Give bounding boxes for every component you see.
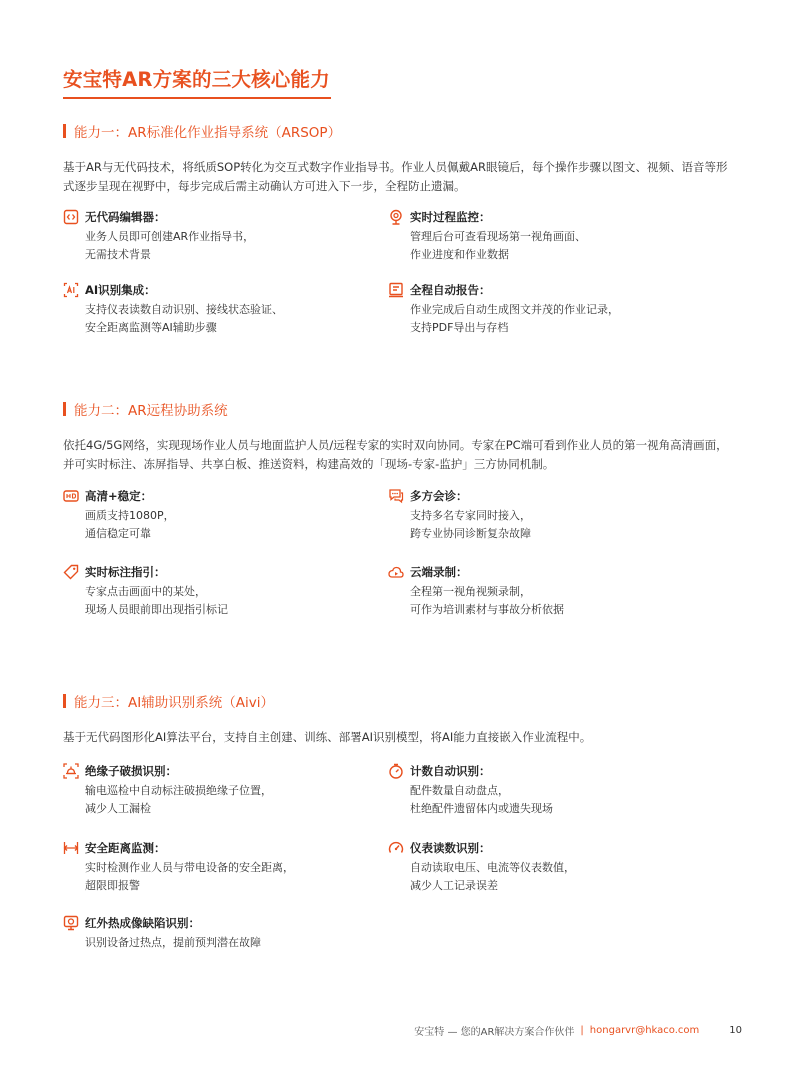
feature-line: 作业进度和作业数据 [410, 248, 509, 261]
feature-line: 全程第一视角视频录制， [410, 585, 531, 598]
feature-line: 通信稳定可靠 [85, 527, 151, 540]
timer-icon [388, 763, 404, 779]
feature-line: 识别设备过热点，提前预判潜在故障 [85, 936, 261, 949]
footer-separator: | [580, 1025, 584, 1036]
section-description: 基于AR与无代码技术，将纸质SOP转化为交互式数字作业指导书。作业人员佩戴AR眼镜后，每个操作步骤以图文、视频、语音等形式逐步呈现在视野中，每步完成后需主动确认方可进入下一步，全程防止遗漏。 [63, 160, 728, 193]
feature-title: 实时标注指引： [85, 565, 166, 579]
section-description: 依托4G/5G网络，实现现场作业人员与地面监护人员/远程专家的实时双向协同。专家在PC端可看到作业人员的第一视角高清画面，并可实时标注、冻屏指导、共享白板、推送资料，构建高效的「现场-专家-监护」三方协同机制。 [63, 438, 728, 471]
feature-title: 云端录制： [410, 565, 468, 579]
feature-description [85, 583, 228, 619]
feature-title: 仪表读数识别： [410, 841, 491, 855]
thermal-icon [63, 915, 79, 931]
section-arsop [63, 122, 733, 196]
hd-icon [63, 488, 79, 504]
camera-monitor-icon [388, 209, 404, 225]
feature-line: 配件数量自动盘点， [410, 784, 509, 797]
feature-line: 自动读取电压、电流等仪表数值， [410, 861, 575, 874]
page-footer [414, 1023, 742, 1038]
feature-line: 超限即报警 [85, 879, 140, 892]
feature-line: 减少人工记录误差 [410, 879, 498, 892]
feature-description [85, 782, 272, 818]
feature-line: 支持仪表读数自动识别、接线状态验证、 [85, 303, 283, 316]
feature-title: AI识别集成： [85, 283, 156, 297]
feature-description [85, 228, 254, 264]
tag-icon [63, 564, 79, 580]
code-editor-icon [63, 209, 79, 225]
section-marker [63, 402, 66, 416]
feature-line: 作业完成后自动生成图文并茂的作业记录， [410, 303, 619, 316]
feature-title: 全程自动报告： [410, 283, 491, 297]
feature-title: 高清+稳定： [85, 489, 153, 503]
feature-line: 安全距离监测等AI辅助步骤 [85, 321, 217, 334]
footer-email[interactable]: hongarvr@hkaco.com [589, 1025, 700, 1036]
feature-description [410, 859, 575, 895]
section-remote-assist [63, 400, 733, 474]
feature-title: 计数自动识别： [410, 764, 491, 778]
report-icon [388, 282, 404, 298]
feature-line: 现场人员眼前即出现指引标记 [85, 603, 228, 616]
gauge-icon [388, 840, 404, 856]
feature-description [410, 782, 553, 818]
feature-line: 画质支持1080P， [85, 509, 175, 522]
section-title: 能力三：AI辅助识别系统（Aivi） [74, 695, 274, 711]
feature-description [85, 859, 294, 895]
feature-title: 实时过程监控： [410, 210, 491, 224]
footer-company: 安宝特 — 您的AR解决方案合作伙伴 [414, 1027, 575, 1038]
section-marker [63, 694, 66, 708]
section-marker [63, 124, 66, 138]
section-ai-recognition [63, 692, 733, 747]
feature-title: 绝缘子破损识别： [85, 764, 177, 778]
title-underline [63, 97, 331, 99]
feature-title: 无代码编辑器： [85, 210, 166, 224]
feature-line: 无需技术背景 [85, 248, 151, 261]
feature-line: 输电巡检中自动标注破损绝缘子位置， [85, 784, 272, 797]
feature-line: 减少人工漏检 [85, 802, 151, 815]
section-description: 基于无代码图形化AI算法平台，支持自主创建、训练、部署AI识别模型，将AI能力直接嵌入作业流程中。 [63, 730, 592, 744]
feature-description [85, 301, 283, 337]
feature-description [410, 228, 586, 264]
feature-line: 支持多名专家同时接入， [410, 509, 531, 522]
chat-icon [388, 488, 404, 504]
feature-title: 多方会诊： [410, 489, 468, 503]
feature-description [410, 301, 619, 337]
page-title: 安宝特AR方案的三大核心能力 [63, 68, 330, 91]
feature-description [410, 583, 564, 619]
feature-line: 实时检测作业人员与带电设备的安全距离， [85, 861, 294, 874]
feature-line: 管理后台可查看现场第一视角画面、 [410, 230, 586, 243]
distance-icon [63, 840, 79, 856]
feature-line: 专家点击画面中的某处， [85, 585, 206, 598]
section-title: 能力二：AR远程协助系统 [74, 403, 228, 419]
feature-title: 红外热成像缺陷识别： [85, 916, 200, 930]
feature-line: 跨专业协同诊断复杂故障 [410, 527, 531, 540]
insulator-scan-icon [63, 763, 79, 779]
feature-title: 安全距离监测： [85, 841, 166, 855]
feature-line: 可作为培训素材与事故分析依据 [410, 603, 564, 616]
feature-line: 支持PDF导出与存档 [410, 321, 509, 334]
ai-icon [63, 282, 79, 298]
feature-line: 业务人员即可创建AR作业指导书， [85, 230, 255, 243]
feature-description [85, 934, 261, 952]
cloud-record-icon [388, 564, 404, 580]
page-number: 10 [729, 1025, 742, 1036]
section-title: 能力一：AR标准化作业指导系统（ARSOP） [74, 125, 342, 141]
feature-description [85, 507, 175, 543]
feature-line: 杜绝配件遗留体内或遗失现场 [410, 802, 553, 815]
feature-description [410, 507, 531, 543]
